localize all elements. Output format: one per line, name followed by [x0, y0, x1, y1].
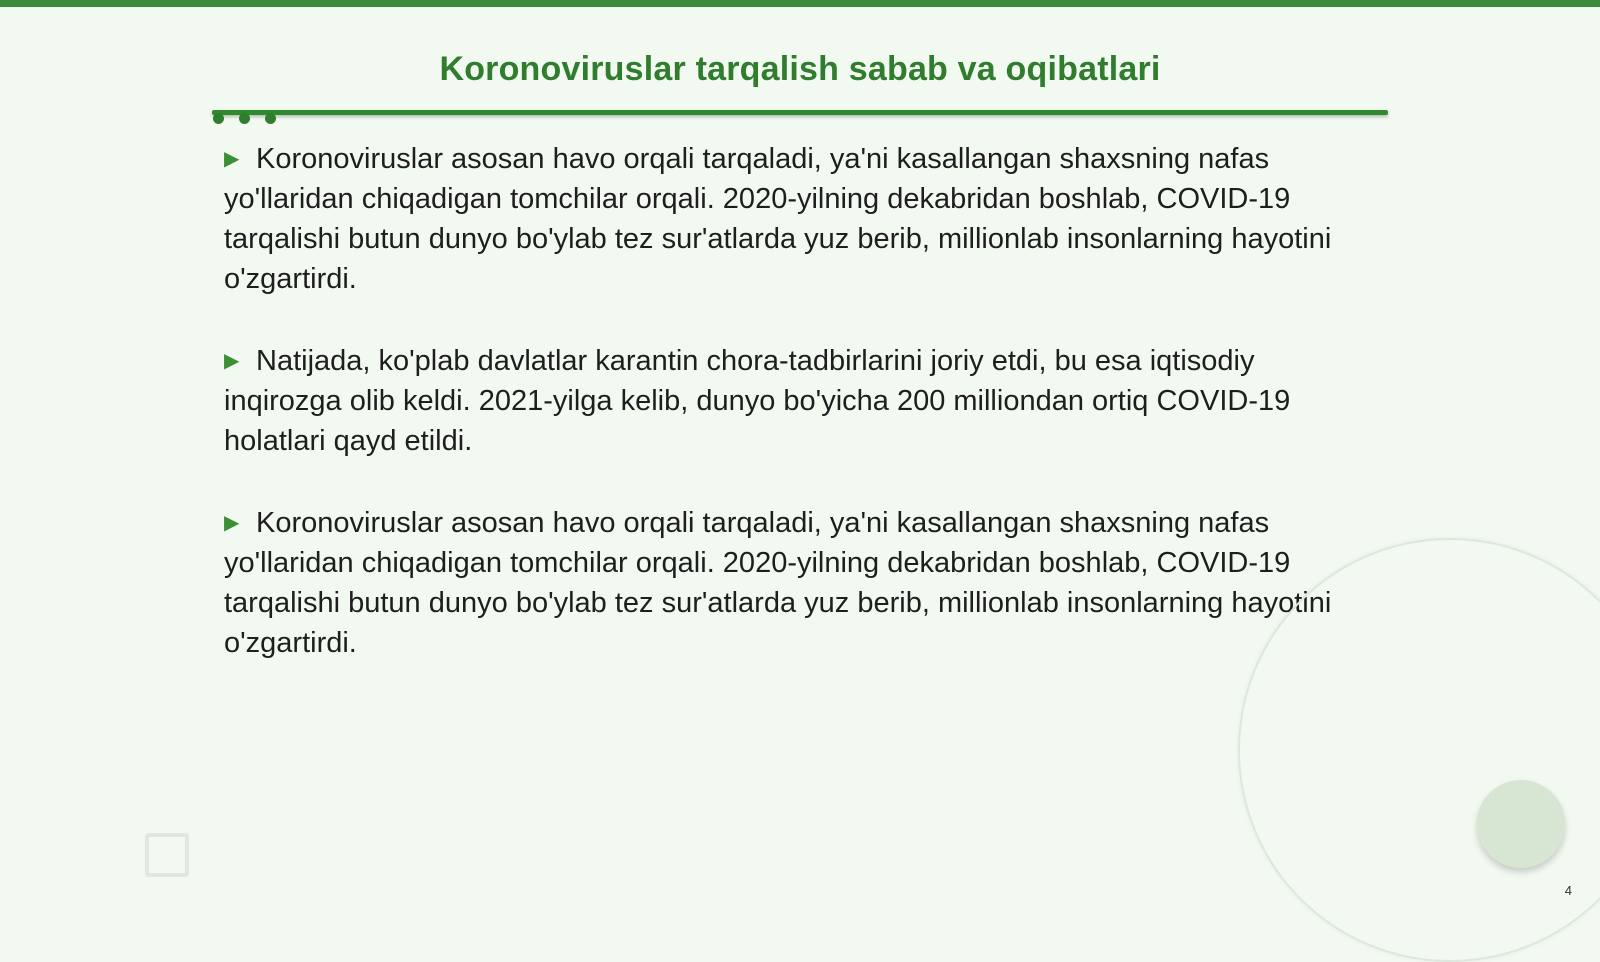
top-accent-bar: [0, 0, 1600, 7]
page-number: 4: [1564, 883, 1572, 898]
bullet-paragraph-1: [224, 139, 1364, 299]
decor-dot: [213, 113, 224, 124]
bullet-arrow-icon: ▶: [224, 148, 240, 170]
bullet-paragraph-3: [224, 503, 1364, 663]
decorative-square: [145, 833, 189, 877]
bullet-arrow-icon: ▶: [224, 512, 240, 534]
paragraph-text: Natijada, ko'plab davlatlar karantin chora-tadbirlarini joriy etdi, bu esa iqtisodiy inqirozga olib keldi. 2021-yilga kelib, dunyo bo'yicha 200 milliondan ortiq COVID-19 holatlari qayd etildi.: [224, 345, 1291, 457]
slide-title: Koronoviruslar tarqalish sabab va oqibatlari: [439, 50, 1161, 88]
paragraph-text: Koronoviruslar asosan havo orqali tarqaladi, ya'ni kasallangan shaxsning nafas yo'llaridan chiqadigan tomchilar orqali. 2020-yilning dekabridan boshlab, COVID-19 tarqalishi butun dunyo bo'ylab tez sur'atlarda yuz berib, millionlab insonlarning hayotini o'zgartirdi.: [224, 507, 1332, 659]
paragraph-text: Koronoviruslar asosan havo orqali tarqaladi, ya'ni kasallangan shaxsning nafas yo'llaridan chiqadigan tomchilar orqali. 2020-yilning dekabridan boshlab, COVID-19 tarqalishi butun dunyo bo'ylab tez sur'atlarda yuz berib, millionlab insonlarning hayotini o'zgartirdi.: [224, 143, 1332, 295]
decorative-circle: [1477, 780, 1565, 868]
decor-dot: [239, 113, 250, 124]
decor-dot: [265, 113, 276, 124]
title-underline: [212, 110, 1388, 115]
slide-body: [224, 139, 1364, 705]
bullet-paragraph-2: [224, 341, 1364, 461]
bullet-arrow-icon: ▶: [224, 350, 240, 372]
